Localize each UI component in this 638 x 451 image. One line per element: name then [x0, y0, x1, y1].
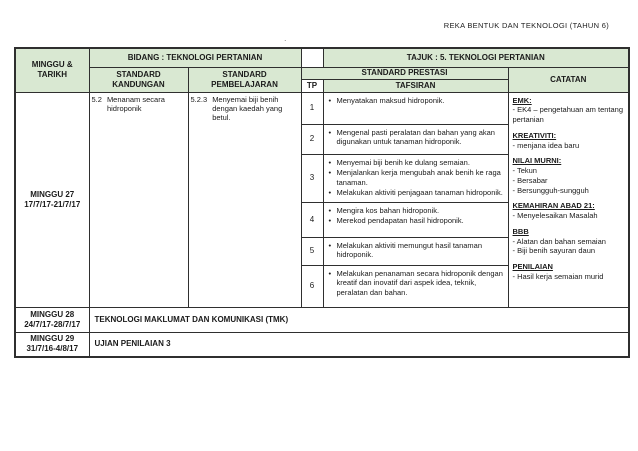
week29-tarikh-label: 31/7/16-4/8/17: [26, 344, 79, 354]
catatan-heading-bbb: BBB: [512, 226, 529, 236]
week29-minggu-label: MINGGU 29: [30, 334, 75, 344]
header-standard-kandungan-line2: KANDUNGAN: [112, 79, 165, 89]
catatan-section-nilai-murni: [513, 156, 626, 195]
catatan-item: - Bersabar: [512, 175, 548, 185]
catatan-heading-emk: EMK:: [512, 95, 532, 105]
header-standard-kandungan-line1: STANDARD: [116, 69, 161, 79]
tafsiran-bullet: • Menyatakan maksud hidroponik.: [328, 96, 505, 106]
tafsiran-cell-4: [323, 202, 508, 237]
week28-content-cell: TEKNOLOGI MAKLUMAT DAN KOMUNIKASI (TMK): [89, 307, 629, 332]
catatan-item: - Tekun: [512, 166, 537, 175]
tafsiran-bullet: • Menjalankan kerja mengubah anak benih ke raga tanaman.: [328, 168, 505, 187]
catatan-items-nilai-murni: [513, 166, 626, 195]
header-standard-prestasi: STANDARD PRESTASI: [301, 67, 508, 79]
pembelajaran-code: 5.2.3: [190, 94, 208, 104]
catatan-section-kreativiti: [513, 131, 626, 151]
tafsiran-bullet: • Menyemai biji benih ke dulang semaian.: [328, 158, 505, 168]
tafsiran-bullet: • Melakukan aktiviti memungut hasil tanaman hidroponik.: [328, 241, 505, 260]
tafsiran-cell-1: [323, 92, 508, 124]
tafsiran-bullet-list-2: [328, 128, 505, 147]
tp-level-cell-5: 5: [301, 237, 323, 265]
tafsiran-cell-6: [323, 265, 508, 307]
header-bidang: BIDANG : TEKNOLOGI PERTANIAN: [89, 48, 301, 67]
tafsiran-bullet: • Merekod pendapatan hasil hidroponik.: [328, 216, 505, 226]
catatan-items-kreativiti: [513, 141, 626, 151]
catatan-item: - Menyelesaikan Masalah: [512, 211, 598, 220]
tafsiran-bullet-list-4: [328, 206, 505, 226]
header-standard-pembelajaran: STANDARD PEMBELAJARAN: [188, 67, 301, 92]
header-minggu-line1: MINGGU &: [31, 60, 73, 70]
catatan-section-emk: [513, 96, 626, 125]
tafsiran-bullet-list-5: [328, 241, 505, 260]
header-empty-cell: [301, 48, 323, 67]
catatan-items-emk: [513, 105, 626, 125]
catatan-items-penilaian: [513, 272, 626, 282]
document-title: REKA BENTUK DAN TEKNOLOGI (TAHUN 6): [443, 21, 609, 30]
tafsiran-bullet: • Melakukan aktiviti penjagaan tanaman hidroponik.: [328, 188, 505, 198]
tafsiran-cell-5: [323, 237, 508, 265]
teaching-plan-table: [14, 47, 630, 358]
week29-content-cell: UJIAN PENILAIAN 3: [89, 332, 629, 357]
table-row-tp1: [15, 92, 629, 124]
header-tafsiran: TAFSIRAN: [323, 79, 508, 92]
header-standard-kandungan: [89, 67, 188, 92]
tp-level-cell-2: 2: [301, 124, 323, 154]
tafsiran-bullet: • Mengira kos bahan hidroponik.: [328, 206, 505, 216]
kandungan-text: Menanam secara hidroponik: [106, 94, 165, 113]
catatan-section-penilaian: [513, 262, 626, 282]
header-tp: TP: [301, 79, 323, 92]
tafsiran-bullet-list-3: [328, 158, 505, 198]
catatan-heading-nilai-murni: NILAI MURNI:: [512, 156, 562, 166]
catatan-item: - EK4 – pengetahuan am tentang pertanian: [512, 105, 624, 124]
tp-level-cell-1: 1: [301, 92, 323, 124]
tafsiran-cell-2: [323, 124, 508, 154]
stray-period-mark: .: [284, 33, 287, 43]
catatan-item: - Hasil kerja semaian murid: [512, 271, 604, 281]
catatan-item: - Bersungguh-sungguh: [512, 185, 589, 195]
catatan-item: - Biji benih sayuran daun: [512, 246, 596, 256]
header-minggu-line2: TARIKH: [37, 70, 68, 80]
tafsiran-bullet-list-6: [328, 269, 505, 298]
tafsiran-cell-3: [323, 154, 508, 202]
week27-standard-kandungan-cell: [89, 92, 188, 307]
table-row-week28: [15, 307, 629, 332]
week29-minggu-cell: [15, 332, 89, 357]
header-catatan: CATATAN: [508, 67, 629, 92]
week27-minggu-cell: [15, 92, 89, 307]
catatan-heading-kemahiran-abad21: KEMAHIRAN ABAD 21:: [512, 201, 595, 211]
table-row-week29: [15, 332, 629, 357]
tafsiran-bullet: • Melakukan penanaman secara hidroponik dengan kreatif dan inovatif dari aspek idea, teknik, peralatan dan bahan.: [328, 269, 505, 298]
catatan-item: - Alatan dan bahan semaian: [512, 236, 606, 246]
catatan-items-kemahiran-abad21: [513, 211, 626, 221]
catatan-heading-kreativiti: KREATIVITI:: [512, 130, 557, 140]
week28-minggu-cell: [15, 307, 89, 332]
tafsiran-bullet-list-1: [328, 96, 505, 106]
week27-standard-pembelajaran-cell: [188, 92, 301, 307]
catatan-section-bbb: [513, 227, 626, 256]
catatan-section-kemahiran-abad21: [513, 201, 626, 221]
tafsiran-bullet: • Mengenal pasti peralatan dan bahan yang akan digunakan untuk tanaman hidroponik.: [328, 128, 505, 147]
week27-tarikh-label: 17/7/17-21/7/17: [24, 199, 81, 209]
week28-minggu-label: MINGGU 28: [30, 309, 75, 319]
catatan-heading-penilaian: PENILAIAN: [512, 262, 553, 271]
pembelajaran-text: Menyemai biji benih dengan kaedah yang betul.: [212, 94, 283, 123]
catatan-items-bbb: [513, 237, 626, 257]
header-tajuk: TAJUK : 5. TEKNOLOGI PERTANIAN: [323, 48, 629, 67]
tp-level-cell-4: 4: [301, 202, 323, 237]
week28-tarikh-label: 24/7/17-28/7/17: [24, 319, 81, 329]
week27-minggu-label: MINGGU 27: [30, 189, 75, 199]
tp-level-cell-6: 6: [301, 265, 323, 307]
catatan-item: - menjana idea baru: [512, 140, 580, 150]
header-minggu-tarikh: [15, 48, 89, 92]
kandungan-code: 5.2: [91, 94, 102, 104]
header-row-top: [15, 48, 629, 67]
header-row-mid: [15, 67, 629, 79]
tp-level-cell-3: 3: [301, 154, 323, 202]
week27-catatan-cell: [508, 92, 629, 307]
